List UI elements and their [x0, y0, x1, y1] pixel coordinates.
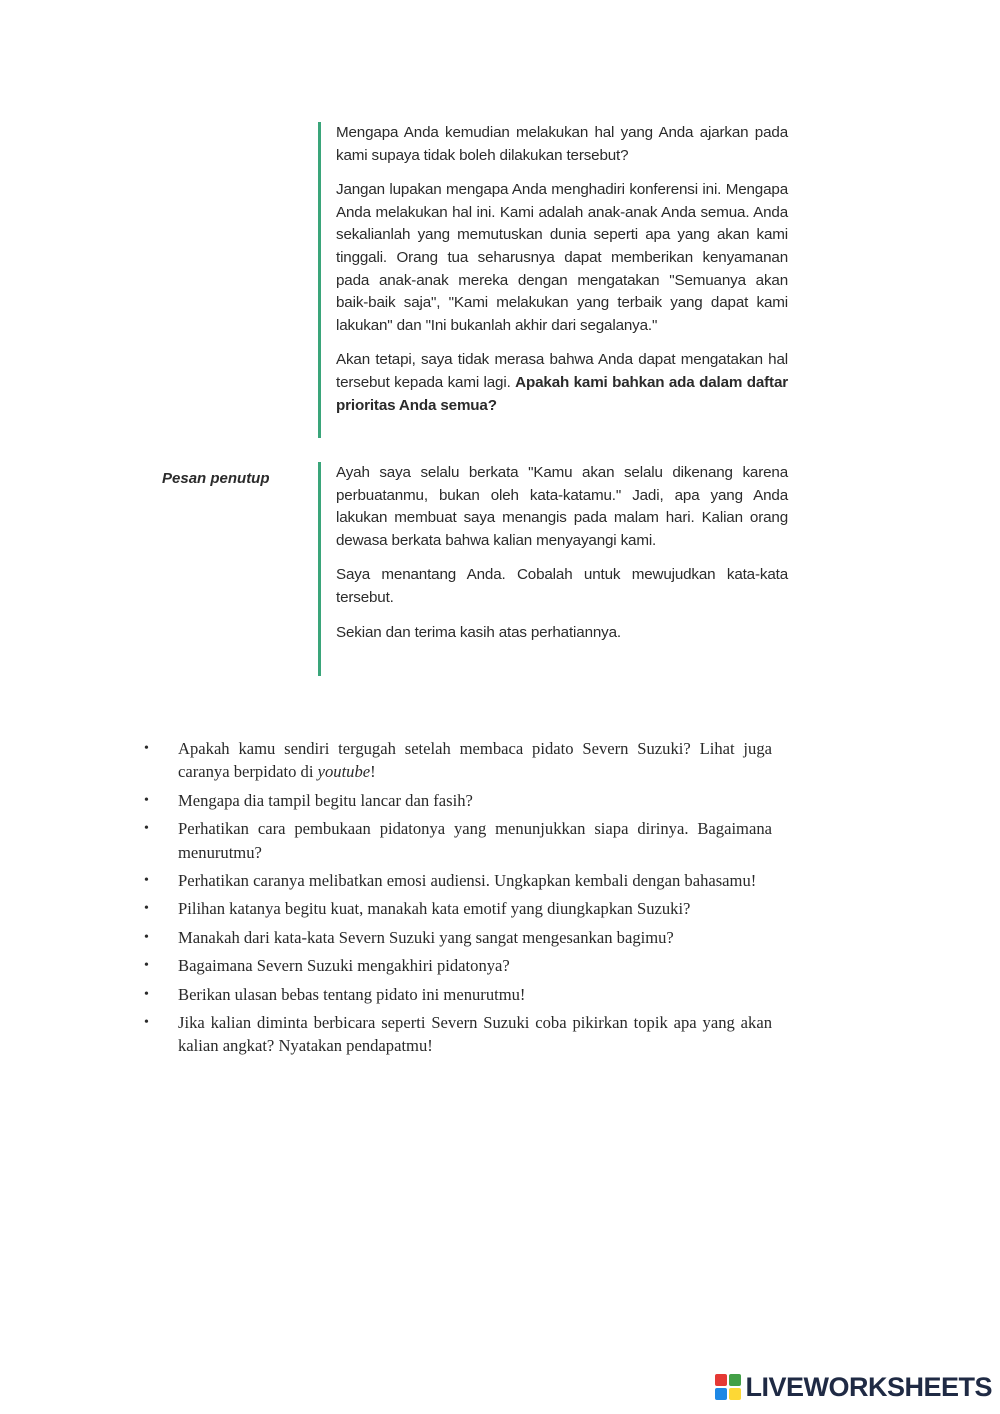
speech-paragraph: Ayah saya selalu berkata "Kamu akan selalu dikenang karena perbuatanmu, bukan oleh kata-katamu." Jadi, apa yang Anda lakukan membuat saya menangis pada malam hari. Kalian orang dewasa berkata bahwa kalian menyayangi kami.: [336, 464, 788, 549]
question-text: Pilihan katanya begitu kuat, manakah kata emotif yang diungkapkan Suzuki?: [178, 899, 691, 919]
speech-emphasis: Apakah kami bahkan ada dalam daftar prioritas Anda semua?: [336, 373, 789, 414]
question-text: Bagaimana Severn Suzuki mengakhiri pidatonya?: [178, 956, 510, 976]
bullet-icon: •: [144, 958, 149, 974]
bullet-icon: •: [144, 986, 149, 1002]
speech-text: Akan tetapi, saya tidak merasa bahwa Anda dapat mengatakan hal tersebut kepada kami lagi.: [336, 351, 788, 391]
question-text: Perhatikan cara pembukaan pidatonya yang menunjukkan siapa dirinya. Bagaimana menurutmu?: [178, 819, 772, 862]
question-text: Perhatikan caranya melibatkan emosi audiensi. Ungkapkan kembali dengan bahasamu!: [178, 871, 757, 891]
logo-square: [729, 1388, 741, 1400]
question-italic-text: youtube: [317, 762, 371, 782]
question-list: [140, 737, 772, 1063]
question-text: Mengapa dia tampil begitu lancar dan fasih?: [178, 790, 473, 810]
bullet-icon: •: [144, 873, 149, 889]
question-item: [140, 897, 772, 920]
speech-paragraph: Sekian dan terima kasih atas perhatiannya.: [336, 623, 621, 641]
question-item: [140, 869, 772, 892]
question-text: Manakah dari kata-kata Severn Suzuki yang sangat mengesankan bagimu?: [178, 927, 674, 947]
question-item: [140, 817, 772, 864]
liveworksheets-brand[interactable]: [715, 1372, 992, 1402]
logo-square: [729, 1374, 741, 1386]
bullet-icon: •: [144, 741, 149, 756]
bullet-icon: •: [144, 1015, 149, 1031]
speech-paragraph: Saya menantang Anda. Cobalah untuk mewujudkan kata-kata tersebut.: [336, 566, 788, 606]
logo-square: [715, 1388, 727, 1400]
bullet-icon: •: [144, 821, 149, 837]
question-text: Apakah kamu sendiri tergugah setelah membaca pidato Severn Suzuki? Lihat juga caranya berpidato di: [178, 739, 772, 782]
question-item: [140, 983, 772, 1006]
question-text: Jika kalian diminta berbicara seperti Severn Suzuki coba pikirkan topik apa yang akan kalian angkat? Nyatakan pendapatmu!: [178, 1013, 772, 1056]
speech-paragraph: Mengapa Anda kemudian melakukan hal yang Anda ajarkan pada kami supaya tidak boleh dilakukan tersebut?: [336, 124, 788, 164]
liveworksheets-logo-icon: [715, 1374, 741, 1400]
speech-block-main: [318, 122, 788, 438]
question-item: [140, 926, 772, 949]
question-item: [140, 954, 772, 977]
brand-wordmark: LIVEWORKSHEETS: [745, 1371, 992, 1402]
closing-section-label: Pesan penutup: [162, 470, 270, 487]
bullet-icon: •: [144, 929, 149, 945]
speech-block-closing: [318, 462, 788, 676]
question-item: [140, 1011, 772, 1058]
speech-paragraph: Jangan lupakan mengapa Anda menghadiri konferensi ini. Mengapa Anda melakukan hal ini. Kami adalah anak-anak Anda semua. Anda sekalianlah yang memutuskan dunia seperti apa yang akan kami tinggali. Orang tua seharusnya dapat memberikan kenyamanan pada anak-anak mereka dengan mengatakan "Semuanya akan baik-baik saja", "Kami melakukan yang terbaik yang dapat kami lakukan" dan "Ini bukanlah akhir dari segalanya.": [336, 181, 788, 334]
question-item: [140, 789, 772, 812]
question-text: !: [370, 762, 376, 782]
speech-paragraph: [336, 349, 788, 417]
question-text: Berikan ulasan bebas tentang pidato ini menurutmu!: [178, 984, 526, 1004]
bullet-icon: •: [144, 901, 149, 917]
bullet-icon: •: [144, 792, 149, 808]
logo-square: [715, 1374, 727, 1386]
question-item: [140, 737, 772, 784]
